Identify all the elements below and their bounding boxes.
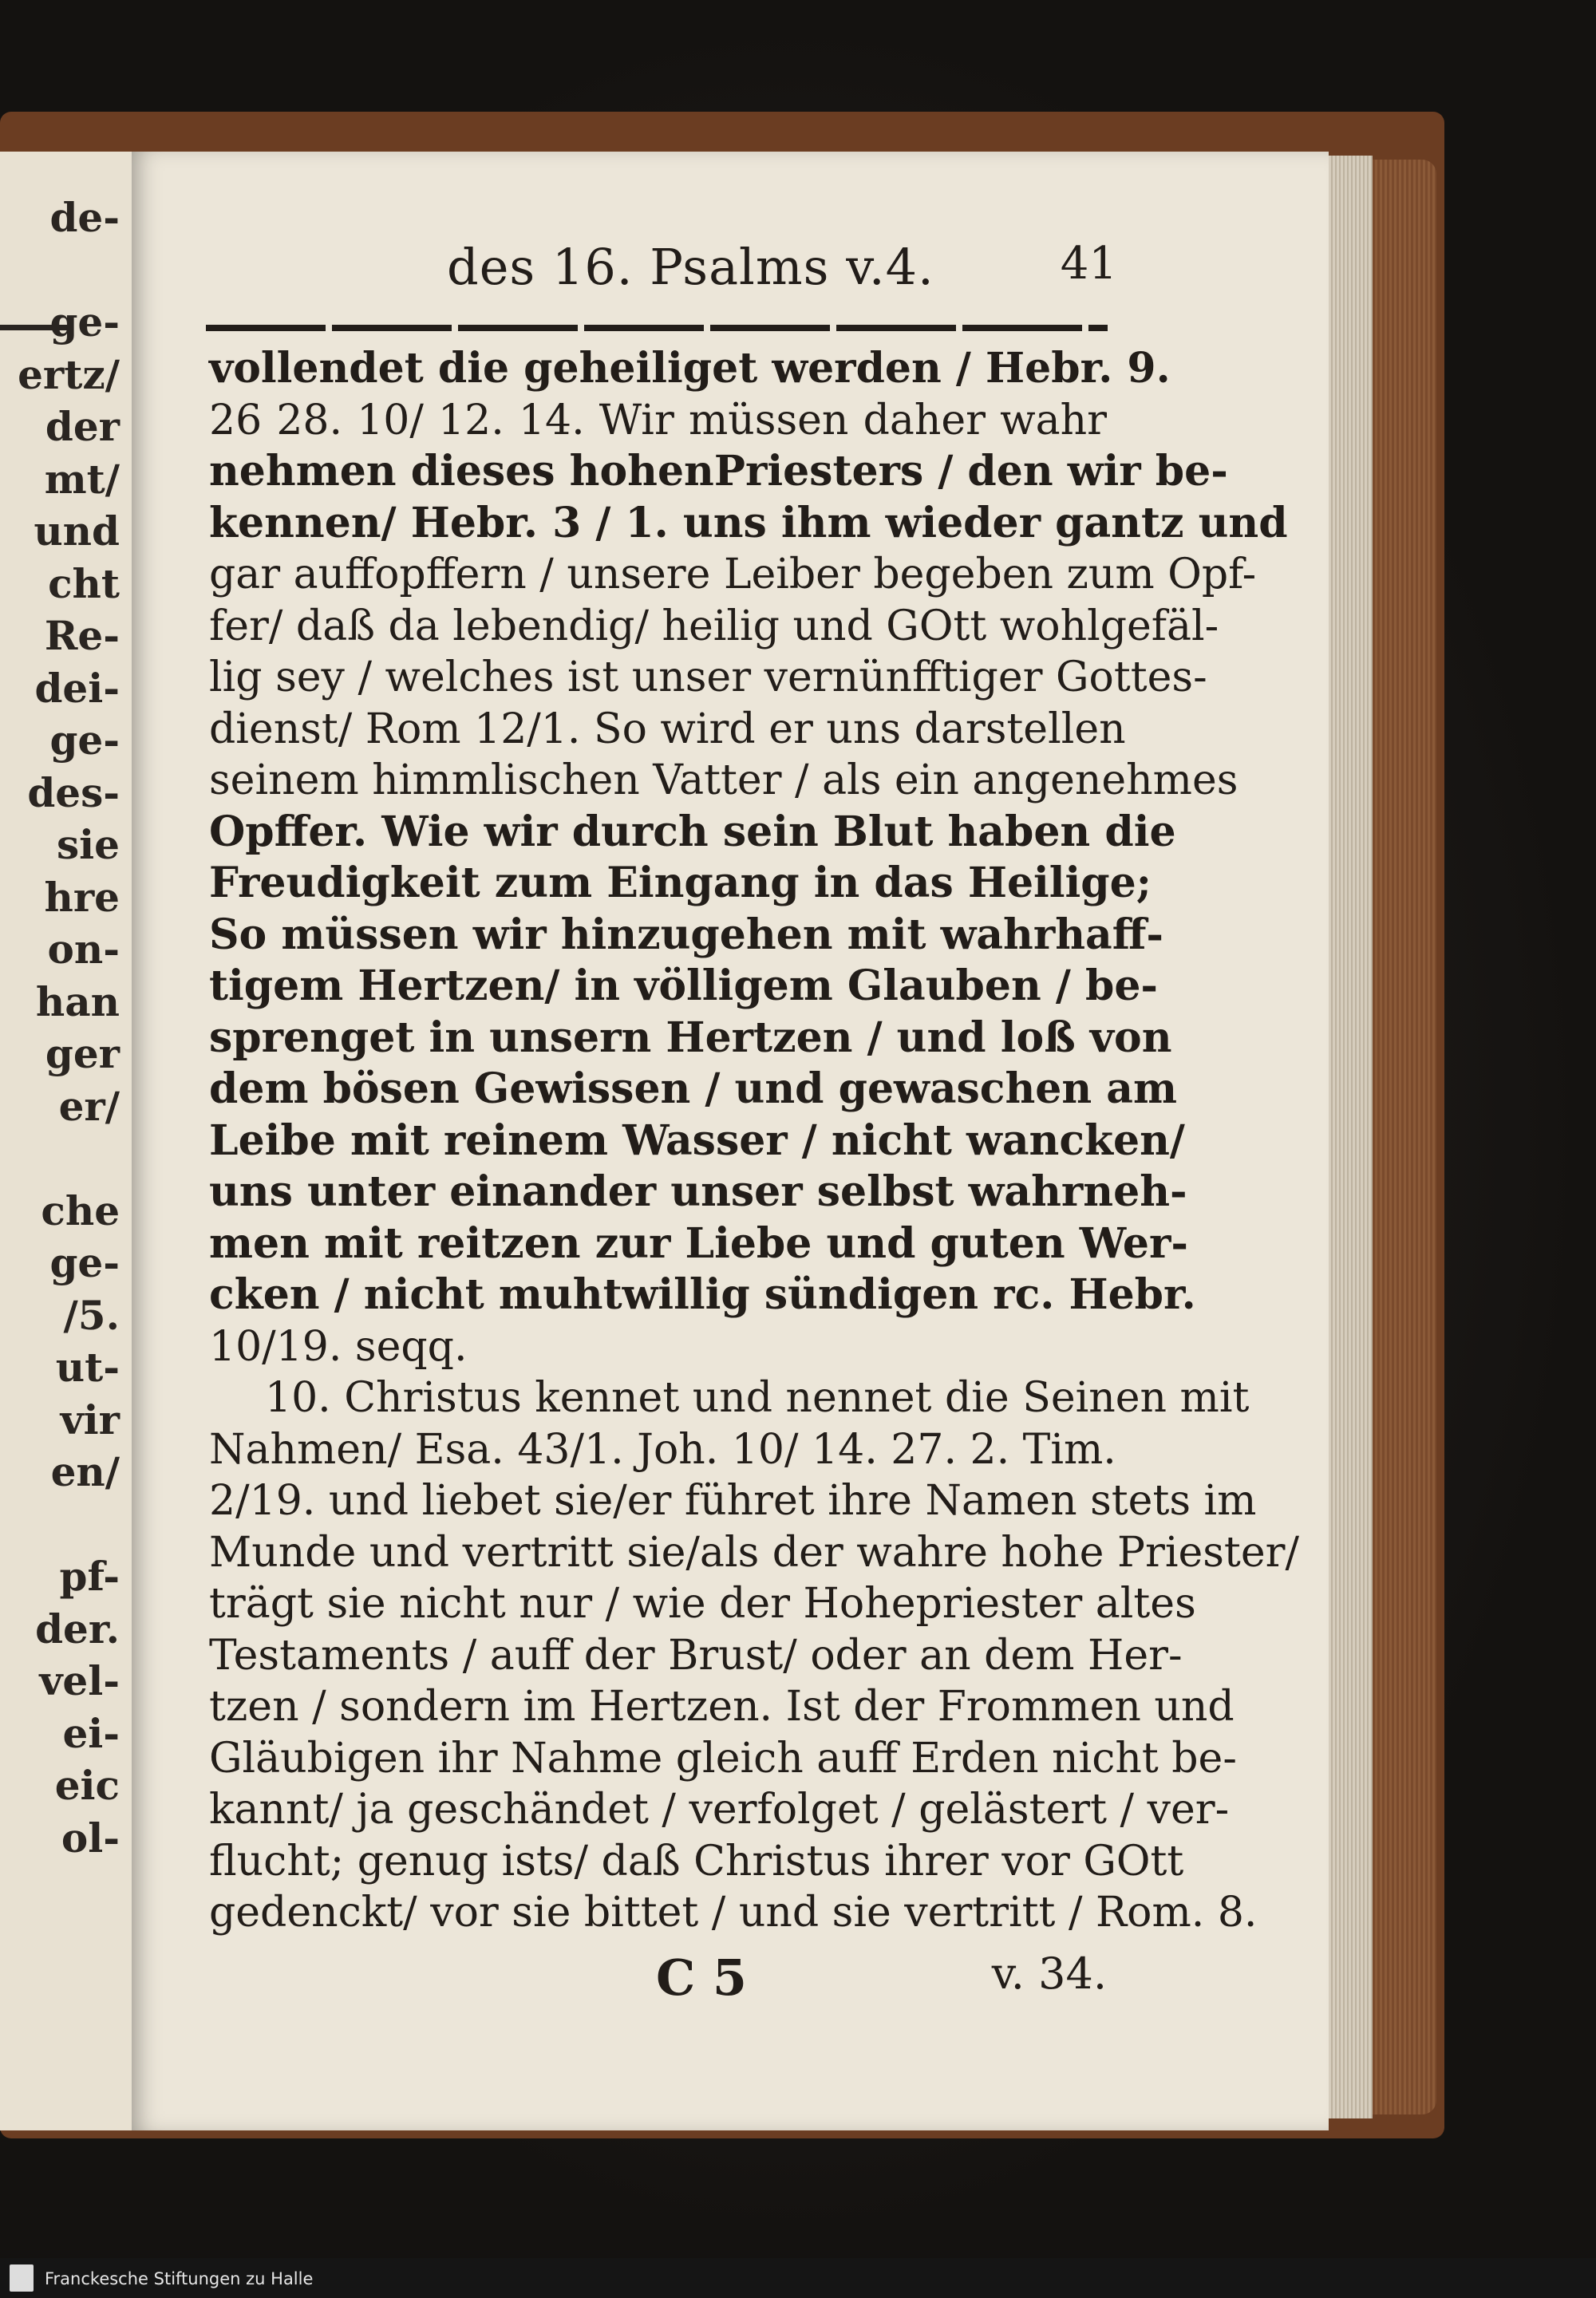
left-fragment: pf- [59, 1553, 120, 1600]
text-line: nehmen dieses hohenPriesters / den wir be- [209, 447, 1228, 496]
text-line: Nahmen/ Esa. 43/1. Joh. 10/ 14. 27. 2. Tim. [209, 1425, 1116, 1474]
text-line: tigem Hertzen/ in völligem Glauben / be- [209, 961, 1159, 1010]
page-header [203, 238, 1117, 310]
left-fragment: ut- [55, 1344, 120, 1391]
text-line: fer/ daß da lebendig/ heilig und GOtt wohlgefäl- [209, 602, 1219, 650]
left-fragment: han [35, 977, 120, 1025]
text-line: uns unter einander unser selbst wahrneh- [209, 1167, 1187, 1216]
text-line: Testaments / auff der Brust/ oder an dem Her- [209, 1631, 1183, 1680]
left-fragment: dei- [34, 664, 120, 712]
text-line: Munde und vertritt sie/als der wahre hohe Priester/ [209, 1528, 1299, 1577]
text-line: tzen / sondern im Hertzen. Ist der Frommen und [209, 1683, 1235, 1731]
text-line: gedenckt/ vor sie bittet / und sie vertritt / Rom. 8. [209, 1889, 1258, 1937]
left-fragment: ol- [61, 1814, 120, 1862]
text-line: 10/19. seqq. [209, 1322, 468, 1371]
left-fragment: ger [45, 1030, 120, 1077]
text-line: 26 28. 10/ 12. 14. Wir müssen daher wahr [209, 396, 1107, 444]
left-fragment: ge- [49, 717, 120, 764]
running-title: des 16. Psalms v.4. [447, 238, 934, 296]
left-fragment: er/ [58, 1082, 120, 1130]
signature-mark: C 5 [656, 1949, 748, 2007]
left-fragment: /5. [63, 1291, 120, 1339]
left-fragment: vir [60, 1396, 120, 1443]
left-fragment: Re- [44, 612, 120, 659]
left-fragment: des- [27, 768, 120, 816]
left-fragment: der. [35, 1605, 120, 1652]
left-fragment: ge- [49, 298, 120, 345]
page-footer [209, 1949, 1107, 2007]
left-fragment: der [45, 403, 120, 450]
left-fragment: vel- [39, 1657, 120, 1704]
text-line: Opffer. Wie wir durch sein Blut haben die [209, 807, 1176, 856]
left-fragment [0, 1498, 120, 1551]
left-fragment: mt/ [44, 455, 120, 503]
page-edges [1325, 156, 1373, 2118]
text-line: dem bösen Gewissen / und gewaschen am [209, 1064, 1177, 1113]
left-fragment: und [34, 507, 120, 555]
text-line: cken / nicht muhtwillig sündigen rc. Hebr. [209, 1270, 1196, 1319]
text-line: So müssen wir hinzugehen mit wahrhaff- [209, 910, 1163, 959]
left-fragment [0, 1132, 120, 1185]
left-fragment: on- [47, 926, 120, 973]
left-fragment: ei- [62, 1709, 120, 1757]
text-line: lig sey / welches ist unser vernünfftiger Gottes- [209, 653, 1207, 701]
text-line: seinem himmlischen Vatter / als ein angenehmes [209, 756, 1238, 804]
text-line: men mit reitzen zur Liebe und guten Wer- [209, 1218, 1188, 1268]
left-fragment: cht [48, 559, 120, 607]
text-line: 10. Christus kennet und nennet die Seinen mit [265, 1374, 1250, 1422]
text-line: kennen/ Hebr. 3 / 1. uns ihm wieder gantz und [209, 498, 1288, 547]
left-page-text [0, 192, 120, 1864]
text-line: Leibe mit reinem Wasser / nicht wancken/ [209, 1115, 1185, 1165]
text-line: gar auffopffern / unsere Leiber begeben zum Opf- [209, 551, 1257, 598]
text-line: Freudigkeit zum Eingang in das Heilige; [209, 859, 1152, 907]
text-line: trägt sie nicht nur / wie der Hohepriester altes [209, 1580, 1196, 1628]
left-fragment: de- [49, 194, 120, 241]
left-fragment: ge- [49, 1239, 120, 1286]
text-line: sprenget in unsern Hertzen / und loß von [209, 1013, 1172, 1062]
header-rule [206, 325, 1108, 331]
left-fragment: ertz/ [18, 350, 120, 398]
archive-label: Franckesche Stiftungen zu Halle [45, 2269, 314, 2288]
left-fragment: eic [54, 1762, 120, 1809]
left-fragment: en/ [50, 1448, 120, 1495]
text-line: vollendet die geheiliget werden / Hebr. 9. [209, 344, 1171, 393]
text-line: kannt/ ja geschändet / verfolget / gelästert / ver- [209, 1786, 1230, 1834]
text-line: 2/19. und liebet sie/er führet ihre Namen stets im [209, 1477, 1257, 1525]
body-text [209, 343, 1299, 1939]
text-line: flucht; genug ists/ daß Christus ihrer vor GOtt [209, 1837, 1184, 1885]
archive-logo-icon [10, 2264, 34, 2292]
page-number: 41 [1060, 238, 1117, 290]
text-line: dienst/ Rom 12/1. So wird er uns darstellen [209, 705, 1126, 753]
left-fragment: sie [57, 821, 120, 868]
catchword: v. 34. [991, 1949, 1107, 1999]
left-fragment [0, 244, 120, 297]
left-fragment: hre [44, 873, 120, 921]
left-fragment: che [41, 1187, 120, 1234]
text-line: Gläubigen ihr Nahme gleich auff Erden nicht be- [209, 1734, 1237, 1783]
